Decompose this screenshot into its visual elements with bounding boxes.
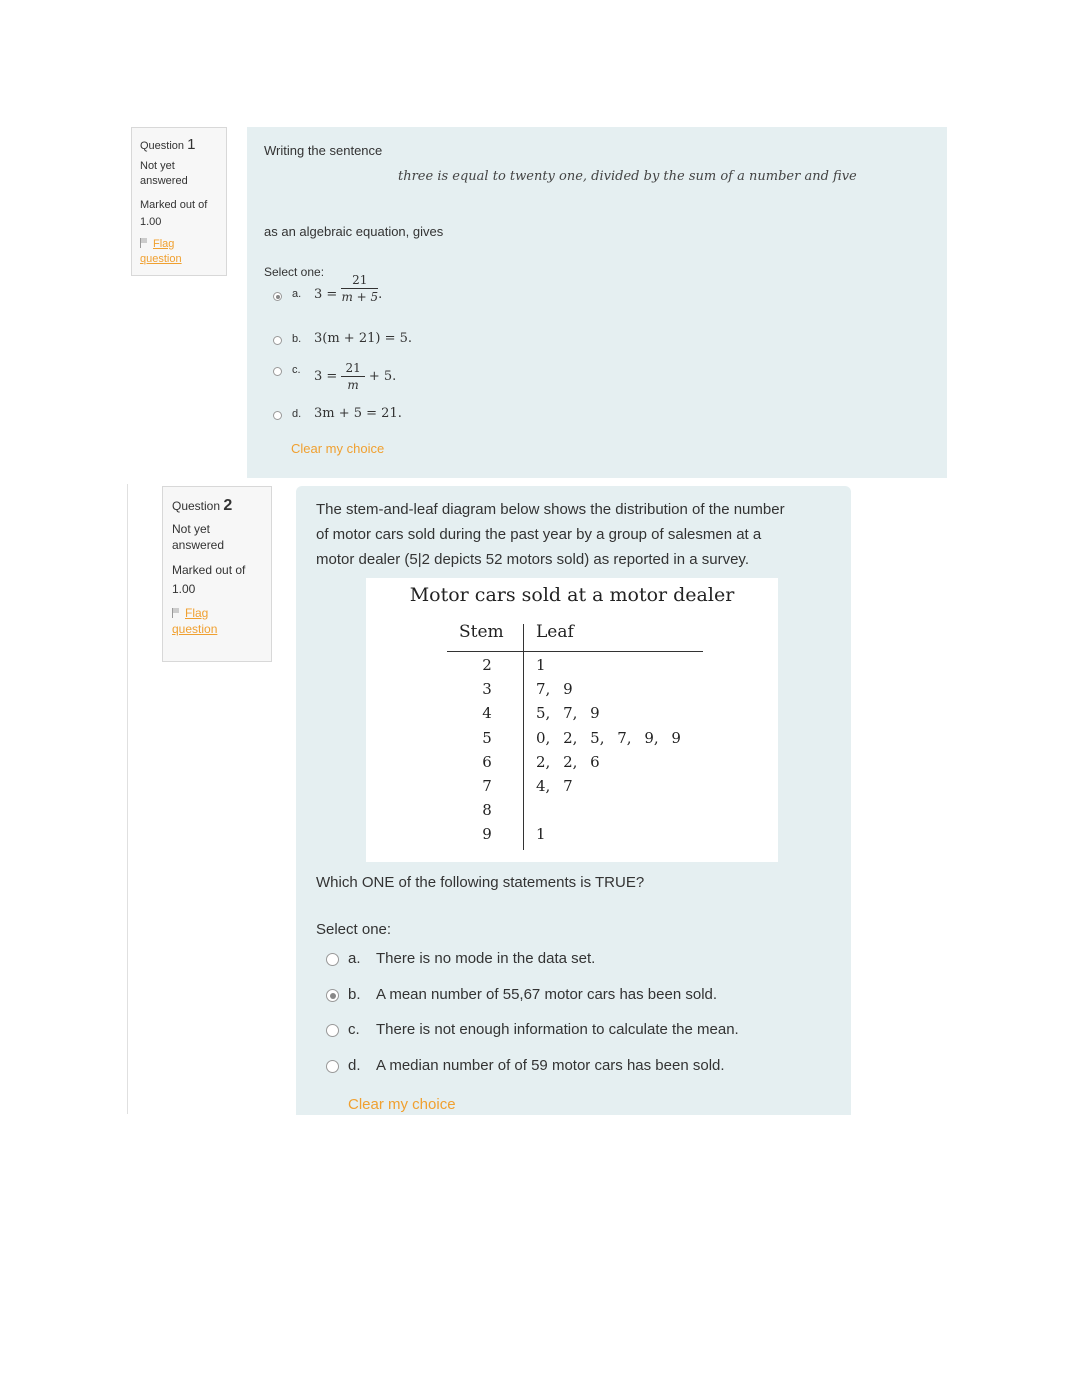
fraction-denominator: m	[347, 378, 359, 392]
stem-value: 5	[482, 728, 492, 747]
stem-value: 8	[482, 801, 492, 820]
question-prompt	[316, 497, 785, 572]
stem-and-leaf-table	[366, 578, 778, 862]
option-letter: a.	[348, 950, 361, 967]
option-letter: a.	[292, 288, 302, 300]
option-text: A median number of of 59 motor cars has been sold.	[376, 1057, 725, 1074]
question-1-content	[247, 127, 947, 478]
fraction	[341, 273, 378, 304]
stem-value: 9	[482, 825, 492, 844]
select-one-label: Select one:	[316, 921, 392, 938]
question-number-value: 1	[187, 136, 196, 153]
option-letter: d.	[348, 1057, 361, 1074]
leaf-values: 4, 7	[536, 777, 573, 795]
radio-c[interactable]	[326, 1024, 339, 1037]
stem-value: 3	[482, 680, 492, 699]
option-equation: 3m + 5 = 21.	[314, 406, 402, 421]
equation-tail: .	[378, 287, 383, 302]
radio-d[interactable]	[326, 1060, 339, 1073]
question-state: Not yet answered	[172, 522, 225, 553]
option-text: A mean number of 55,67 motor cars has been sold.	[376, 986, 718, 1003]
stem-value: 2	[482, 656, 492, 674]
option-equation	[314, 361, 396, 392]
option-letter: d.	[292, 408, 302, 420]
radio-b[interactable]	[326, 989, 339, 1002]
prompt-line: of motor cars sold during the past year by a group of salesmen at a	[316, 526, 762, 543]
stem-leaf-divider	[523, 624, 524, 850]
clear-my-choice-link[interactable]: Clear my choice	[291, 441, 385, 456]
flag-icon	[140, 238, 149, 248]
question-state: Not yet answered	[140, 160, 188, 187]
fraction-denominator: m + 5	[341, 290, 379, 304]
equation-tail: + 5.	[368, 369, 397, 384]
option-letter: b.	[292, 333, 302, 345]
leaf-header: Leaf	[536, 622, 574, 642]
question-grade: Marked out of 1.00	[172, 563, 246, 596]
fraction-numerator: 21	[341, 273, 378, 289]
stem-header: Stem	[459, 622, 504, 642]
question-number-value: 2	[223, 497, 233, 514]
question-number	[172, 497, 262, 515]
radio-d[interactable]	[273, 411, 282, 420]
option-equation: 3(m + 21) = 5.	[314, 331, 413, 346]
radio-a[interactable]	[326, 953, 339, 966]
clear-my-choice-link[interactable]: Clear my choice	[348, 1096, 456, 1113]
select-one-label: Select one:	[264, 265, 325, 279]
flag-question-label: Flag question	[172, 605, 218, 636]
flag-question-link[interactable]	[172, 605, 242, 637]
radio-b[interactable]	[273, 336, 282, 345]
flag-question-link[interactable]	[140, 237, 200, 267]
stem-value: 6	[482, 752, 492, 771]
stem-value: 7	[482, 777, 492, 795]
leaf-values: 2, 2, 6	[536, 752, 600, 771]
radio-a[interactable]	[273, 292, 282, 301]
question-label: Question	[172, 499, 221, 513]
leaf-values: 0, 2, 5, 7, 9, 9	[536, 728, 681, 747]
question-2-info-panel	[162, 486, 272, 662]
table-title: Motor cars sold at a motor dealer	[409, 584, 735, 606]
equation-lhs: 3 =	[314, 287, 338, 302]
leaf-values: 5, 7, 9	[536, 704, 600, 723]
option-letter: c.	[292, 364, 301, 376]
radio-c[interactable]	[273, 367, 282, 376]
option-letter: b.	[348, 986, 361, 1003]
leaf-values: 1	[536, 656, 546, 674]
question-grade: Marked out of 1.00	[140, 198, 208, 228]
flag-question-label: Flag question	[140, 237, 182, 265]
question-text: Which ONE of the following statements is TRUE?	[316, 874, 645, 891]
equation-lhs: 3 =	[314, 369, 338, 384]
divider	[127, 484, 128, 1114]
question-label: Question	[140, 140, 185, 152]
header-rule	[447, 651, 703, 652]
question-1-info-panel	[131, 127, 227, 276]
question-sentence: three is equal to twenty one, divided by the sum of a number and five	[398, 169, 857, 184]
question-prompt: Writing the sentence	[264, 143, 383, 158]
fraction	[341, 361, 364, 392]
stem-value: 4	[482, 704, 492, 723]
leaf-values: 7, 9	[536, 680, 573, 699]
question-suffix: as an algebraic equation, gives	[264, 224, 444, 239]
leaf-values: 1	[536, 825, 546, 844]
question-2-content	[296, 486, 851, 1115]
prompt-line: motor dealer (5|2 depicts 52 motors sold) as reported in a survey.	[316, 551, 749, 568]
question-number	[140, 136, 218, 153]
option-letter: c.	[348, 1021, 360, 1038]
prompt-line: The stem-and-leaf diagram below shows the distribution of the number	[316, 501, 785, 518]
fraction-numerator: 21	[341, 361, 364, 377]
flag-icon	[172, 608, 181, 618]
option-text: There is no mode in the data set.	[376, 950, 596, 967]
option-text: There is not enough information to calculate the mean.	[376, 1021, 739, 1038]
option-equation	[314, 273, 383, 304]
